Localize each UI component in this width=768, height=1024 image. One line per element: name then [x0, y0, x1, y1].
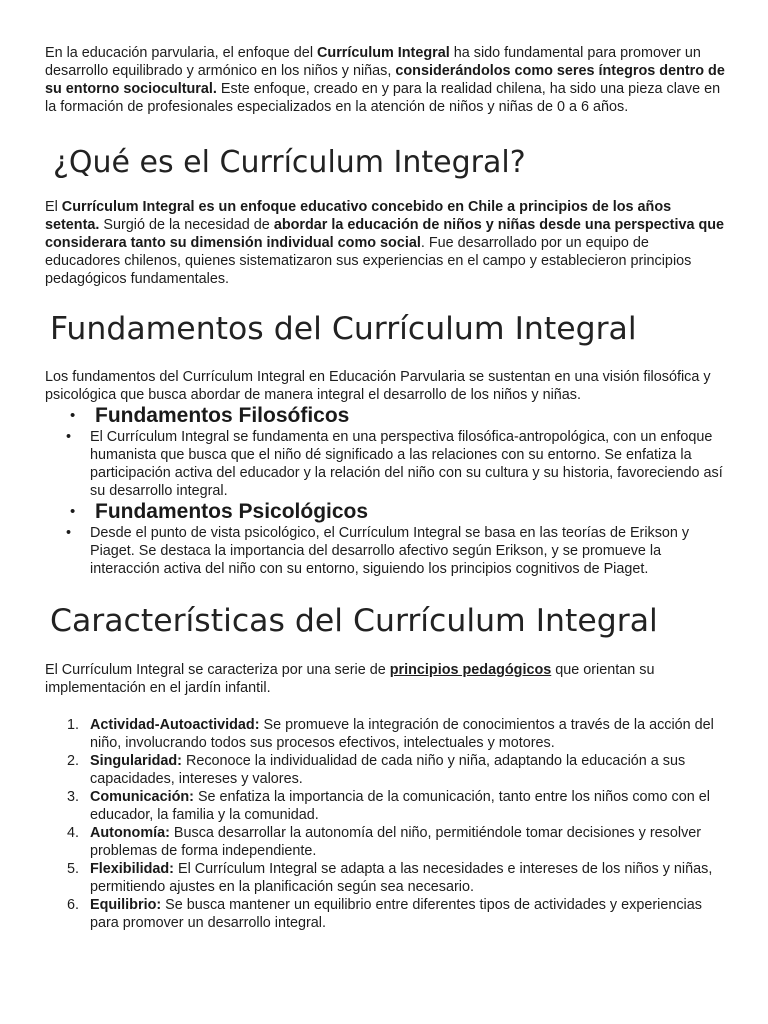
principios-pedagogicos-link[interactable]: principios pedagógicos	[389, 662, 552, 678]
principle-item	[45, 824, 725, 860]
principle-desc: Se promueve la integración de conocimientos a través de la acción del niño, involucrando todos sus procesos efectivos, intelectuales y motores.	[90, 717, 714, 751]
subheading-list	[45, 500, 725, 524]
subheading-psicologicos: • Fundamentos Psicológicos	[45, 500, 725, 524]
subheading-filosoficos: • Fundamentos Filosóficos	[45, 404, 725, 428]
section-heading-fundamentos: Fundamentos del Currículum Integral	[50, 311, 637, 347]
list-number: 2.	[67, 753, 80, 769]
psicologicos-text: • Desde el punto de vista psicológico, el Currículum Integral se basa en las teorías de Erikson y Piaget. Se destaca la importancia del desarrollo afectivo según Erikson, y se promueve la interacción activa del niño con su entorno, siguiendo los principios cognitivos de Piaget.	[45, 524, 725, 578]
principle-desc: Se busca mantener un equilibrio entre diferentes tipos de actividades y experiencias para promover un desarrollo integral.	[90, 897, 702, 931]
principle-term: Actividad-Autoactividad:	[90, 717, 260, 733]
que-es-text: El	[45, 199, 62, 215]
article	[45, 44, 725, 932]
que-es-text: Surgió de la necesidad de	[99, 217, 274, 233]
principle-item	[45, 788, 725, 824]
caracteristicas-intro	[45, 661, 725, 697]
intro-text: ha sido fundamental para promover un desarrollo equilibrado y armónico en los niños y niñas,	[45, 45, 701, 79]
principles-list	[45, 716, 725, 932]
list-number: 5.	[67, 861, 80, 877]
list-number: 3.	[67, 789, 80, 805]
principle-desc: El Currículum Integral se adapta a las necesidades e intereses de los niños y niñas, permitiendo ajustes en la planificación según sea necesario.	[90, 861, 713, 895]
subheading-list	[45, 404, 725, 428]
intro-text: Este enfoque, creado en y para la realidad chilena, ha sido una pieza clave en la formación de profesionales especializados en la atención de niños y niñas de 0 a 6 años.	[45, 81, 721, 115]
intro-paragraph	[45, 44, 725, 116]
list-number: 1.	[67, 717, 80, 733]
que-es-bold: Currículum Integral es un enfoque educativo concebido en Chile a principios de los años setenta.	[45, 199, 672, 233]
que-es-text: . Fue desarrollado por un equipo de educadores chilenos, quienes sistematizaron sus experiencias en el campo y establecieron principios pedagógicos fundamentales.	[45, 235, 692, 287]
intro-bold: considerándolos como seres íntegros dentro de su entorno sociocultural.	[45, 63, 725, 97]
intro-text: En la educación parvularia, el enfoque del	[45, 45, 318, 61]
bullet-list	[45, 428, 725, 500]
principle-term: Autonomía:	[90, 825, 170, 841]
principle-desc: Se enfatiza la importancia de la comunicación, tanto entre los niños como con el educador, la familia y la comunidad.	[90, 789, 710, 823]
caracteristicas-intro-text: El Currículum Integral se caracteriza por una serie de	[45, 662, 390, 678]
principle-term: Equilibrio:	[90, 897, 162, 913]
fundamentos-intro: Los fundamentos del Currículum Integral en Educación Parvularia se sustentan en una visión filosófica y psicológica que busca abordar de manera integral el desarrollo de los niños y niñas.	[45, 369, 711, 403]
principle-term: Flexibilidad:	[90, 861, 174, 877]
section-heading-que-es: ¿Qué es el Currículum Integral?	[53, 145, 526, 180]
principle-item	[45, 896, 725, 932]
que-es-paragraph	[45, 198, 725, 288]
principle-term: Singularidad:	[90, 753, 182, 769]
principle-desc: Busca desarrollar la autonomía del niño, permitiéndole tomar decisiones y resolver problemas de forma independiente.	[90, 825, 702, 859]
que-es-bold: abordar la educación de niños y niñas desde una perspectiva que considerara tanto su dimensión individual como social	[45, 217, 725, 251]
intro-bold: Currículum Integral	[317, 45, 450, 61]
principle-desc: Reconoce la individualidad de cada niño y niña, adaptando la educación a sus capacidades, intereses y valores.	[90, 753, 686, 787]
filosoficos-text: • El Currículum Integral se fundamenta en una perspectiva filosófica-antropológica, con un enfoque humanista que busca que el niño dé significado a las relaciones con su entorno. Se enfatiza la participación activa del educador y la relación del niño con su cultura y su historia, favoreciendo así su desarrollo integral.	[45, 428, 725, 500]
bullet-list	[45, 524, 725, 578]
list-number: 6.	[67, 897, 80, 913]
list-number: 4.	[67, 825, 80, 841]
section-heading-caracteristicas: Características del Currículum Integral	[50, 603, 658, 639]
principle-term: Comunicación:	[90, 789, 194, 805]
principle-item	[45, 752, 725, 788]
caracteristicas-intro-text: que orientan su implementación en el jardín infantil.	[45, 662, 655, 696]
principle-item	[45, 716, 725, 752]
principle-item	[45, 860, 725, 896]
